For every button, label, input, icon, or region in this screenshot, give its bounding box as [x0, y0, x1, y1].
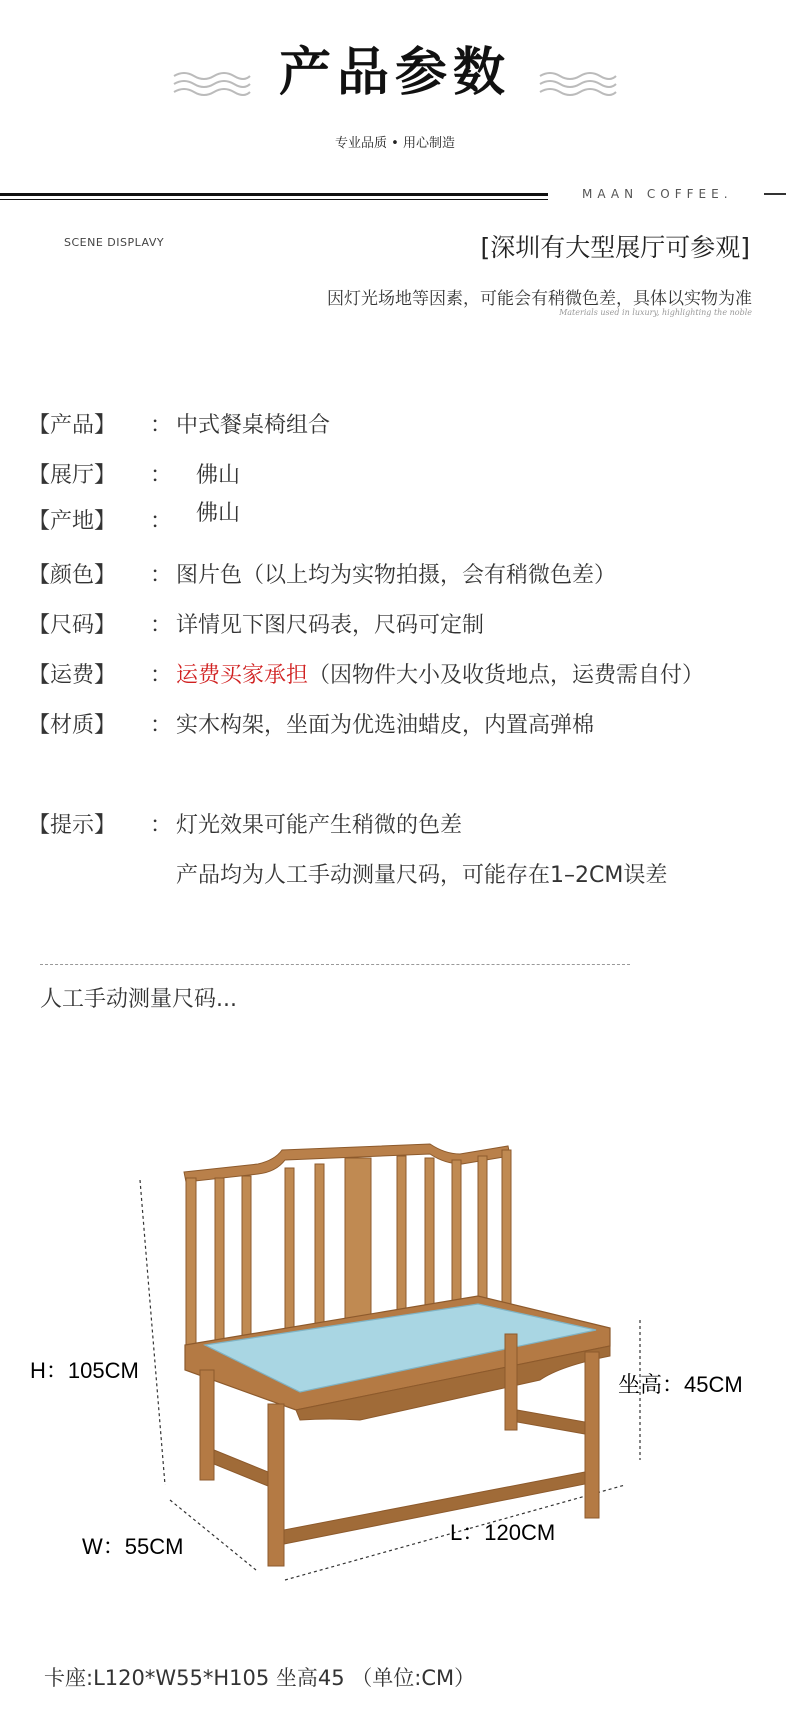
tagline-small-print: Materials used in luxury, highlighting the noble	[559, 308, 752, 317]
spec-row-shipping	[28, 658, 704, 689]
showroom-notice: [深圳有大型展厅可参观]	[480, 233, 750, 262]
spec-row-tips	[28, 808, 462, 839]
spec-row-color	[28, 558, 616, 589]
spec-label: 【颜色】	[28, 563, 117, 588]
spec-value: 详情见下图尺码表，尺码可定制	[176, 613, 485, 638]
header-divider-thick	[0, 193, 548, 196]
spec-colon: ：	[150, 413, 173, 438]
header-divider-thin	[0, 199, 548, 200]
left-wave-decoration	[172, 68, 252, 98]
brand-name: MAAN COFFEE.	[582, 187, 733, 201]
scene-label: SCENE DISPLAVY	[64, 236, 165, 249]
spec-value: 图片色（以上均为实物拍摄，会有稍微色差）	[176, 563, 617, 588]
spec-colon: ：	[150, 663, 173, 688]
bench-illustration	[0, 1120, 790, 1600]
spec-label: 【尺码】	[28, 613, 117, 638]
page-title: 产品参数	[278, 42, 511, 103]
measure-title: 人工手动测量尺码...	[40, 987, 237, 1012]
spec-row-product	[28, 408, 330, 439]
spec-colon: ：	[150, 563, 173, 588]
spec-value: 实木构架，坐面为优选油蜡皮，内置高弹棉	[176, 713, 595, 738]
spec-value: 中式餐桌椅组合	[176, 413, 331, 438]
shipping-highlight: 运费买家承担	[176, 663, 309, 688]
spec-colon: ：	[150, 613, 173, 638]
spec-colon: ：	[150, 509, 173, 534]
spec-label: 【提示】	[28, 813, 117, 838]
spec-label: 【材质】	[28, 713, 117, 738]
spec-label: 【运费】	[28, 663, 117, 688]
spec-value: 佛山	[196, 463, 241, 488]
spec-value: 佛山	[196, 501, 241, 526]
spec-value: （因物件大小及收货地点，运费需自付）	[308, 663, 705, 688]
tagline: 专业品质 • 用心制造	[335, 136, 455, 151]
brand-dash	[764, 193, 786, 195]
spec-colon: ：	[150, 463, 173, 488]
spec-colon: ：	[150, 813, 173, 838]
spec-row-size	[28, 608, 484, 639]
length-label: L：120CM	[450, 1520, 556, 1545]
spec-row-hall	[28, 458, 240, 489]
spec-label: 【产品】	[28, 413, 117, 438]
spec-colon: ：	[150, 713, 173, 738]
spec-row-material	[28, 708, 594, 739]
color-notice: 因灯光场地等因素，可能会有稍微色差，具体以实物为准	[327, 289, 752, 309]
spec-value: 灯光效果可能产生稍微的色差	[176, 813, 463, 838]
spec-label: 【产地】	[28, 509, 117, 534]
section-divider	[40, 964, 630, 965]
height-label: H：105CM	[30, 1358, 139, 1383]
dimensions-footer: 卡座:L120*W55*H105 坐高45 （单位:CM）	[44, 1666, 476, 1690]
spec-tips-line2: 产品均为人工手动测量尺码，可能存在1–2CM误差	[176, 863, 668, 888]
seat-height-label: 坐高：45CM	[618, 1372, 743, 1397]
right-wave-decoration	[538, 68, 618, 98]
spec-label: 【展厅】	[28, 463, 117, 488]
spec-row-origin	[28, 501, 241, 535]
width-label: W：55CM	[82, 1534, 184, 1559]
